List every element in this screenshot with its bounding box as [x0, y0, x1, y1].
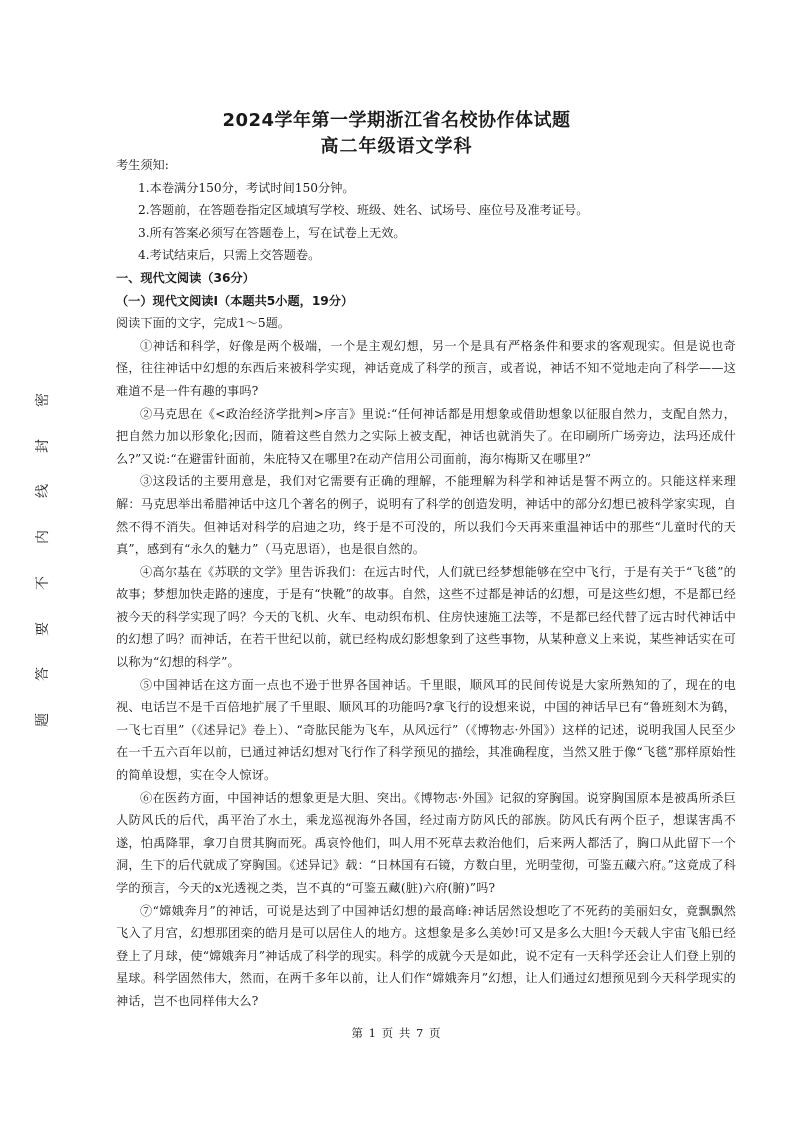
- seal-char: 封: [35, 438, 51, 453]
- seal-line: [30, 390, 54, 730]
- exam-subtitle: 高二年级语文学科: [320, 136, 473, 157]
- seal-char: 要: [35, 621, 51, 636]
- notice-item: 1.本卷满分150分，考试时间150分钟。: [138, 180, 355, 195]
- notice-item: 3.所有答案必须写在答题卷上，写在试卷上无效。: [138, 225, 406, 240]
- seal-char: 不: [35, 575, 51, 590]
- notice-item: 4.考试结束后，只需上交答题卷。: [138, 248, 321, 263]
- seal-char: 密: [35, 393, 51, 407]
- notice-heading: 考生须知:: [116, 158, 169, 172]
- passage-paragraph: ①神话和科学，好像是两个极端，一个是主观幻想，另一个是具有严格条件和要求的客观现实。但是说也奇怪，往往神话中幻想的东西后来被科学实现，神话竟成了科学的预言，或者说，神话不知不觉地走向了科学——这难道不是一件有趣的事吗?: [116, 338, 736, 398]
- page-footer: 第 1 页 共 7 页: [351, 1026, 442, 1040]
- passage-paragraph: ③这段话的主要用意是，我们对它需要有正确的理解，不能理解为科学和神话是誓不两立的。只能这样来理解：马克思举出希腊神话中这几个著名的例子，说明有了科学的创造发明，神话中的部分幻想已被科学家实现，自然不得不消失。但神话对科学的启迪之功，终于是不可没的，所以我们今天再来重温神话中的那些“儿童时代的天真”，感到有“永久的魅力”（马克思语），也是很自然的。: [116, 474, 736, 557]
- passage-paragraph: ④高尔基在《苏联的文学》里告诉我们：在远古时代，人们就已经梦想能够在空中飞行，于是有关于“飞毯”的故事；梦想加快走路的速度，于是有“快靴”的故事。自然，这些不过都是神话的幻想，可是这些幻想，不是都已经被今天的科学实现了吗？今天的飞机、火车、电动织布机、住房快速施工法等，不是都已经代替了远古时代神话中的幻想了吗？而神话，在若干世纪以前，就已经构成幻影想象到了这些事物，从某种意义上来说，某些神话实在可以称为“幻想的科学”。: [116, 564, 736, 670]
- passage-paragraph: ⑦“嫦娥奔月”的神话，可说是达到了中国神话幻想的最高峰:神话居然设想吃了不死药的美丽妇女，竟飘飘然飞入了月宫，幻想那团栾的皓月是可以居住人的地方。这想象是多么美妙!可又是多么大胆!今天载人宇宙飞船已经登上了月球，使“嫦娥奔月”神话成了科学的现实。科学的成就今天是如此，说不定有一天科学还会让人们登上别的星球。科学固然伟大，然而，在两千多年以前，让人们作“嫦娥奔月”幻想，让人们通过幻想预见到今天科学现实的神话，岂不也同样伟大么?: [116, 903, 736, 1008]
- seal-char: 题: [35, 712, 51, 727]
- passage-paragraph: ⑤中国神话在这方面一点也不逊于世界各国神话。千里眼，顺风耳的民间传说是大家所熟知的了，现在的电视、电话岂不是千百倍地扩展了千里眼、顺风耳的功能吗?拿飞行的设想来说，中国的神话早已有“鲁班刻木为鹤，一飞七百里”（《述异记》卷上）、“奇肱民能为飞车，从风远行”（《博物志·外国》）这样的记述，说明我国人民至少在一千五六百年以前，已通过神话幻想对飞行作了科学预见的描绘，其准确程度，当然又胜于像“飞毯”那样原始性的简单设想，实在令人惊讶。: [116, 677, 736, 783]
- seal-char: 线: [35, 484, 51, 499]
- passage-paragraph: ⑥在医药方面，中国神话的想象更是大胆、突出。《博物志·外国》记叙的穿胸国。说穿胸国原本是被禹所杀巨人防风氏的后代，禹平治了水土，乘龙巡视海外各国，经过南方防风氏的部族。防风氏有两个臣子，想谋害禹不遂，怕禹降罪，拿刀自贯其胸而死。禹哀怜他们，叫人用不死草去救治他们，后来两人都活了，胸口从此留下一个洞，生下的后代就成了穿胸国。《述异记》载：“日林国有石镜，方数白里，光明莹彻，可鉴五藏六府。”这竟成了科学的预言，今天的x光透视之类，岂不真的“可鉴五藏(脏)六府(腑)”吗?: [116, 790, 736, 895]
- exam-title: 2024学年第一学期浙江省名校协作体试题: [222, 110, 571, 131]
- seal-char: 答: [35, 667, 51, 682]
- notice-item: 2.答题前，在答题卷指定区域填写学校、班级、姓名、试场号、座位号及准考证号。: [138, 203, 589, 218]
- section-heading: 一、现代文阅读（36分）: [116, 270, 255, 285]
- seal-char: 内: [35, 530, 51, 545]
- subsection-heading: （一）现代文阅读Ⅰ（本题共5小题，19分）: [116, 293, 354, 308]
- exam-content: [116, 154, 736, 1013]
- passage-paragraph: ②马克思在《<政治经济学批判>序言》里说:“任何神话都是用想象或借助想象以征服自然力，支配自然力，把自然力加以形象化;因而，随着这些自然力之实际上被支配，神话也就消失了。在印刷所广场旁边，法玛还成什么?”又说:“在避雷针面前，朱庇特又在哪里?在动产信用公司面前，海尔梅斯又在哪里?”: [116, 406, 736, 466]
- reading-instruction: 阅读下面的文字，完成1～5题。: [116, 316, 290, 331]
